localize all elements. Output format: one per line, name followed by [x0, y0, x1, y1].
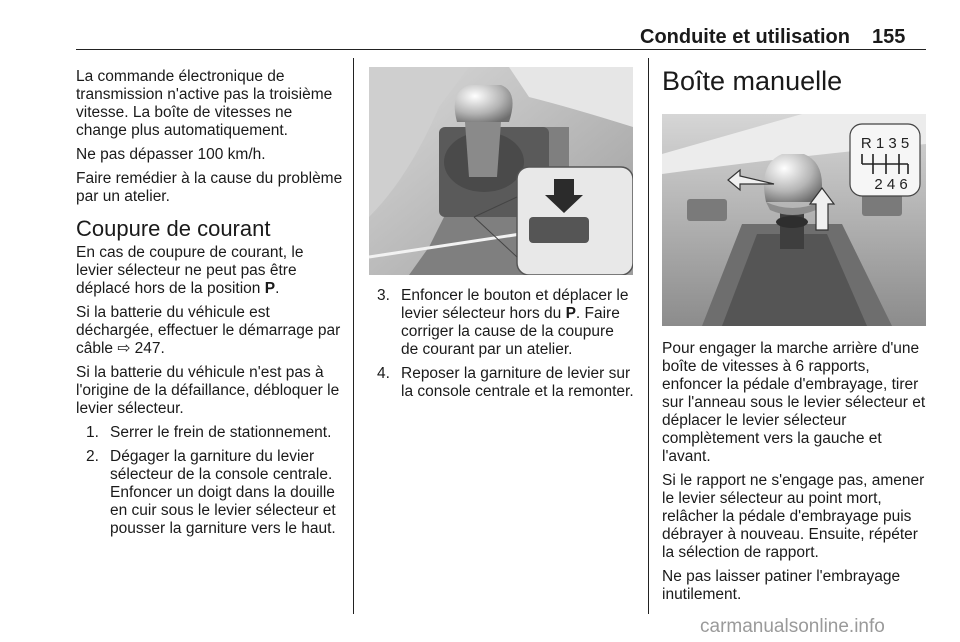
paragraph: Si la batterie du véhicule n'est pas à l'origine de la défaillance, débloquer le levier sélecteur. — [76, 364, 340, 417]
list-item: 1. Serrer le frein de stationnement. — [86, 424, 332, 441]
column-2 — [369, 67, 635, 407]
paragraph: Ne pas dépasser 100 km/h. — [76, 146, 266, 163]
paragraph: La commande électronique de transmission n'active pas la troisième vitesse. La boîte de vitesses ne change plus automatiquement. — [76, 68, 333, 139]
paragraph: En cas de coupure de courant, le levier sélecteur ne peut pas être déplacé hors de la position P. — [76, 244, 304, 297]
gear-selector-release-illustration — [369, 67, 633, 275]
cross-reference-arrow-icon: ⇨ — [117, 340, 131, 357]
column-divider-left — [353, 58, 354, 614]
section-heading-manual-transmission: Boîte manuelle — [662, 66, 843, 96]
paragraph: Si le rapport ne s'engage pas, amener le levier sélecteur au point mort, relâcher la pédale d'embrayage puis débrayer à nouveau. Ensuite, répéter la sélection de rapport. — [662, 472, 925, 561]
steps-list — [76, 424, 344, 538]
column-divider-right — [648, 58, 649, 614]
paragraph: Si la batterie du véhicule est déchargée, effectuer le démarrage par câble ⇨ 247. — [76, 304, 341, 357]
column-3 — [662, 66, 926, 610]
svg-text:2 4 6: 2 4 6 — [874, 176, 908, 193]
list-item: 3. Enfoncer le bouton et déplacer le levier sélecteur hors du P. Faire corriger la cause de la coupure de courant par un atelier. — [377, 287, 629, 358]
paragraph: Pour engager la marche arrière d'une boîte de vitesses à 6 rapports, enfoncer la pédale d'embrayage, tirer sur l'anneau sous le levier sélecteur et déplacer le levier sélecteur complètement vers la gauche et l'avant. — [662, 340, 926, 465]
paragraph: Ne pas laisser patiner l'embrayage inutilement. — [662, 568, 901, 603]
watermark: carmanualsonline.info — [700, 616, 885, 637]
paragraph: Faire remédier à la cause du problème par un atelier. — [76, 170, 343, 205]
header-rule — [76, 49, 926, 50]
running-header-title: Conduite et utilisation — [640, 26, 850, 48]
list-item: 4. Reposer la garniture de levier sur la console centrale et la remonter. — [377, 365, 634, 400]
page-number: 155 — [872, 26, 906, 48]
section-heading-power-failure: Coupure de courant — [76, 216, 271, 241]
cross-reference-link[interactable]: 247. — [130, 340, 165, 357]
list-item: 2. Dégager la garniture du levier sélecteur de la console centrale. Enfoncer un doigt dans la douille en cuir sous le levier sélecteur et pousser la garniture vers le haut. — [86, 448, 336, 537]
svg-text:R 1 3 5: R 1 3 5 — [860, 135, 910, 152]
column-1 — [76, 68, 344, 544]
steps-list — [369, 287, 635, 401]
manual-gear-lever-illustration — [662, 114, 926, 326]
